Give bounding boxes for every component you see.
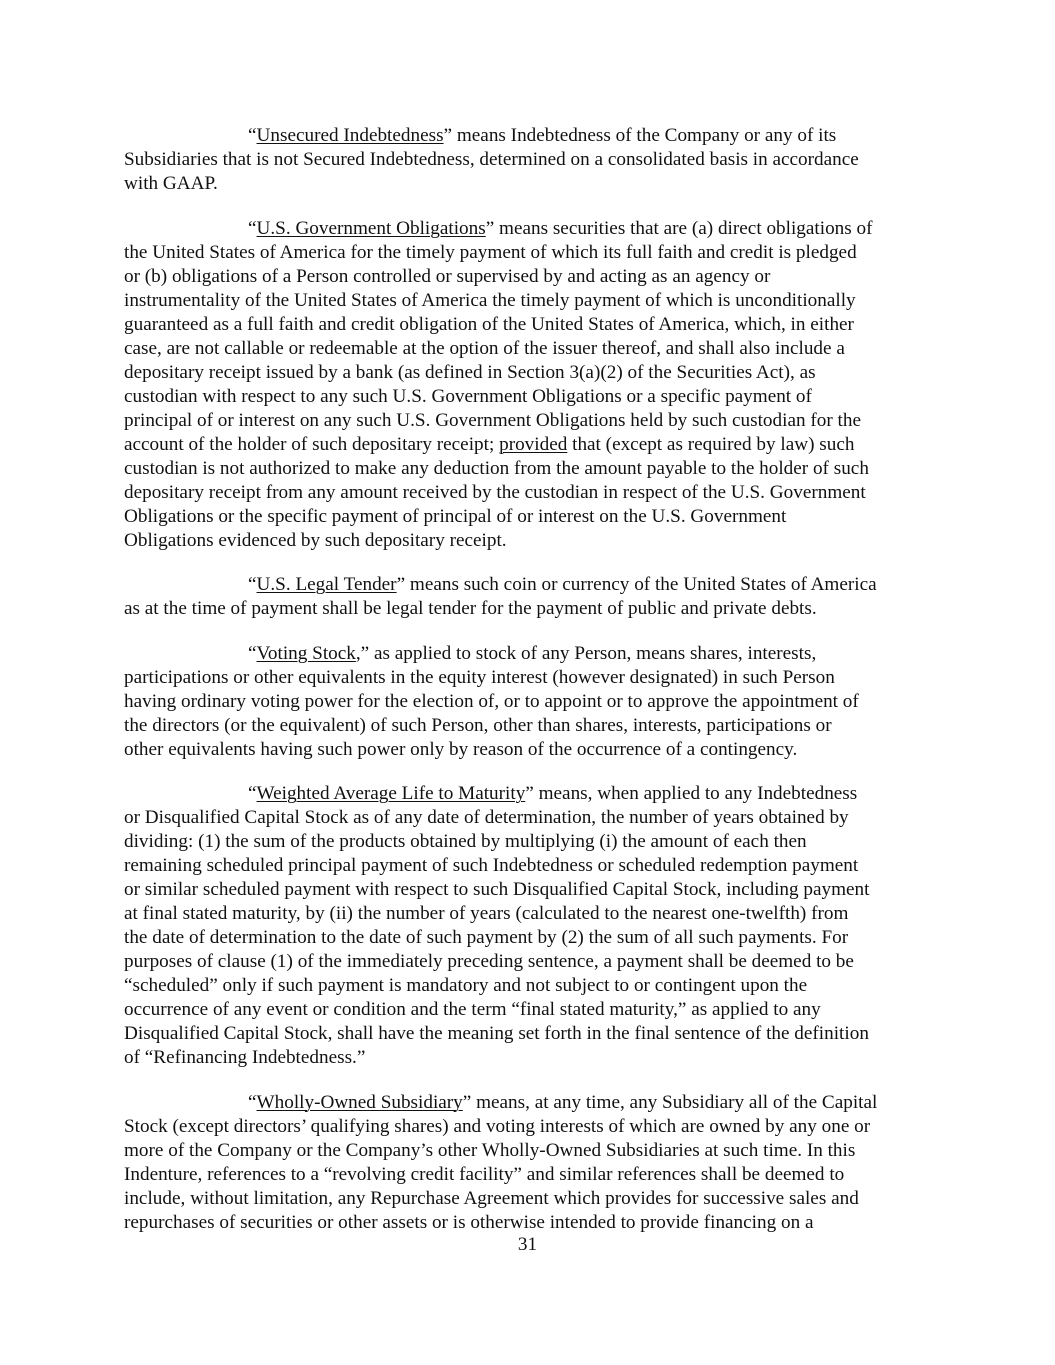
text-segment: that (except as required by law) such (567, 433, 855, 455)
page-number: 31 (517, 1234, 538, 1255)
text-segment: Subsidiaries that is not Secured Indebtedness, determined on a consolidated basis in accordance (124, 149, 859, 170)
text-line (124, 337, 944, 361)
text-segment: instrumentality of the United States of America the timely payment of which is unconditionally (124, 289, 856, 311)
text-line (124, 1022, 944, 1046)
text-segment: include, without limitation, any Repurchase Agreement which provides for successive sales and (124, 1187, 859, 1209)
text-line (124, 529, 944, 553)
document-body (124, 124, 944, 1255)
definition-paragraph (124, 124, 944, 196)
defined-term: Wholly-Owned Subsidiary (256, 1091, 463, 1113)
text-segment: case, are not callable or redeemable at the option of the issuer thereof, and shall also include a (124, 337, 845, 359)
text-segment: occurrence of any event or condition and the term “final stated maturity,” as applied to any (124, 999, 821, 1020)
definition-paragraph (124, 782, 944, 1070)
text-line (124, 597, 944, 621)
text-segment: Disqualified Capital Stock, shall have the meaning set forth in the final sentence of the definition (124, 1023, 869, 1044)
text-segment: ” means securities that are (a) direct obligations of (485, 217, 873, 239)
text-segment: repurchases of securities or other assets or is otherwise intended to provide financing on a (124, 1211, 814, 1233)
definition-paragraph (124, 1091, 944, 1235)
text-segment: other equivalents having such power only by reason of the occurrence of a contingency. (124, 738, 798, 760)
text-segment: dividing: (1) the sum of the products obtained by multiplying (i) the amount of each then (124, 831, 807, 852)
text-segment: at final stated maturity, by (ii) the number of years (calculated to the nearest one-twelfth) from (124, 903, 849, 924)
text-line (124, 1163, 944, 1187)
text-line (124, 505, 944, 529)
definition-paragraph (124, 642, 944, 762)
text-line (124, 313, 944, 337)
defined-term: Voting Stock (256, 642, 356, 664)
text-line (124, 481, 944, 505)
text-segment: principal of or interest on any such U.S. Government Obligations held by such custodian for the (124, 409, 861, 431)
text-segment: ” means Indebtedness of the Company or any of its (443, 125, 837, 146)
text-segment: ” means, at any time, any Subsidiary all of the Capital (462, 1091, 878, 1113)
text-segment: ” means such coin or currency of the United States of America (396, 574, 877, 595)
text-line (124, 265, 944, 289)
text-line (124, 289, 944, 313)
text-segment: purposes of clause (1) of the immediately preceding sentence, a payment shall be deemed to be (124, 951, 854, 972)
text-line (124, 1211, 944, 1235)
text-line (124, 854, 944, 878)
text-line (124, 782, 944, 806)
text-segment: guaranteed as a full faith and credit obligation of the United States of America, which, in either (124, 313, 854, 335)
text-line (124, 124, 944, 148)
text-segment: Obligations evidenced by such depositary receipt. (124, 529, 507, 551)
text-line (124, 433, 944, 457)
text-line (124, 1139, 944, 1163)
underlined-word: provided (499, 433, 568, 455)
text-segment: depositary receipt issued by a bank (as defined in Section 3(a)(2) of the Securities Act), as (124, 361, 816, 383)
text-segment: “ (248, 642, 257, 664)
text-segment: more of the Company or the Company’s other Wholly-Owned Subsidiaries at such time. In this (124, 1139, 856, 1161)
text-line (124, 241, 944, 265)
text-segment: “ (248, 217, 257, 239)
text-line (124, 361, 944, 385)
defined-term: Unsecured Indebtedness (256, 125, 444, 146)
text-segment: of “Refinancing Indebtedness.” (124, 1047, 366, 1068)
text-line (124, 878, 944, 902)
text-line (124, 573, 944, 597)
text-line (124, 806, 944, 830)
text-line (124, 642, 944, 666)
text-segment: as at the time of payment shall be legal tender for the payment of public and private debts. (124, 598, 817, 619)
text-segment: “ (248, 783, 257, 804)
definition-paragraph (124, 573, 944, 621)
text-segment: “ (248, 1091, 257, 1113)
defined-term: U.S. Legal Tender (256, 574, 397, 595)
text-segment: or similar scheduled payment with respect to such Disqualified Capital Stock, including payment (124, 879, 870, 900)
text-line (124, 217, 944, 241)
text-line (124, 1115, 944, 1139)
text-segment: Indenture, references to a “revolving credit facility” and similar references shall be deemed to (124, 1163, 845, 1185)
text-line (124, 666, 944, 690)
text-segment: “ (248, 574, 257, 595)
text-segment: custodian is not authorized to make any deduction from the amount payable to the holder of such (124, 457, 869, 479)
text-line (124, 902, 944, 926)
text-line (124, 738, 944, 762)
text-line (124, 926, 944, 950)
text-segment: remaining scheduled principal payment of such Indebtedness or scheduled redemption payment (124, 855, 859, 876)
text-line (124, 714, 944, 738)
text-line (124, 1091, 944, 1115)
text-segment: “ (248, 125, 257, 146)
text-line (124, 172, 944, 196)
text-segment: or (b) obligations of a Person controlled or supervised by and acting as an agency or (124, 265, 771, 287)
definition-paragraph (124, 217, 944, 553)
text-segment: having ordinary voting power for the election of, or to appoint or to approve the appointment of (124, 690, 859, 712)
text-segment: with GAAP. (124, 173, 218, 194)
defined-term: U.S. Government Obligations (256, 217, 486, 239)
text-segment: ” means, when applied to any Indebtedness (525, 783, 858, 804)
text-segment: account of the holder of such depositary receipt; (124, 433, 500, 455)
text-line (124, 457, 944, 481)
defined-term: Weighted Average Life to Maturity (256, 783, 526, 804)
text-line (124, 1187, 944, 1211)
text-line (124, 974, 944, 998)
text-segment: depositary receipt from any amount received by the custodian in respect of the U.S. Government (124, 481, 866, 503)
text-segment: Stock (except directors’ qualifying shares) and voting interests of which are owned by any one or (124, 1115, 871, 1137)
text-line (124, 690, 944, 714)
text-segment: ,” as applied to stock of any Person, means shares, interests, (355, 642, 817, 664)
text-line (124, 409, 944, 433)
text-segment: participations or other equivalents in the equity interest (however designated) in such Person (124, 666, 835, 688)
text-segment: Obligations or the specific payment of principal of or interest on the U.S. Government (124, 505, 787, 527)
text-segment: the directors (or the equivalent) of such Person, other than shares, interests, participations or (124, 714, 832, 736)
text-segment: the date of determination to the date of such payment by (2) the sum of all such payments. For (124, 927, 849, 948)
text-segment: or Disqualified Capital Stock as of any date of determination, the number of years obtained by (124, 807, 849, 828)
text-segment: custodian with respect to any such U.S. Government Obligations or a specific payment of (124, 385, 812, 407)
text-segment: the United States of America for the timely payment of which its full faith and credit is pledged (124, 241, 857, 263)
text-segment: “scheduled” only if such payment is mandatory and not subject to or contingent upon the (124, 975, 808, 996)
text-line (124, 1046, 944, 1070)
text-line (124, 148, 944, 172)
text-line (124, 385, 944, 409)
text-line (124, 830, 944, 854)
text-line (124, 950, 944, 974)
text-line (124, 998, 944, 1022)
